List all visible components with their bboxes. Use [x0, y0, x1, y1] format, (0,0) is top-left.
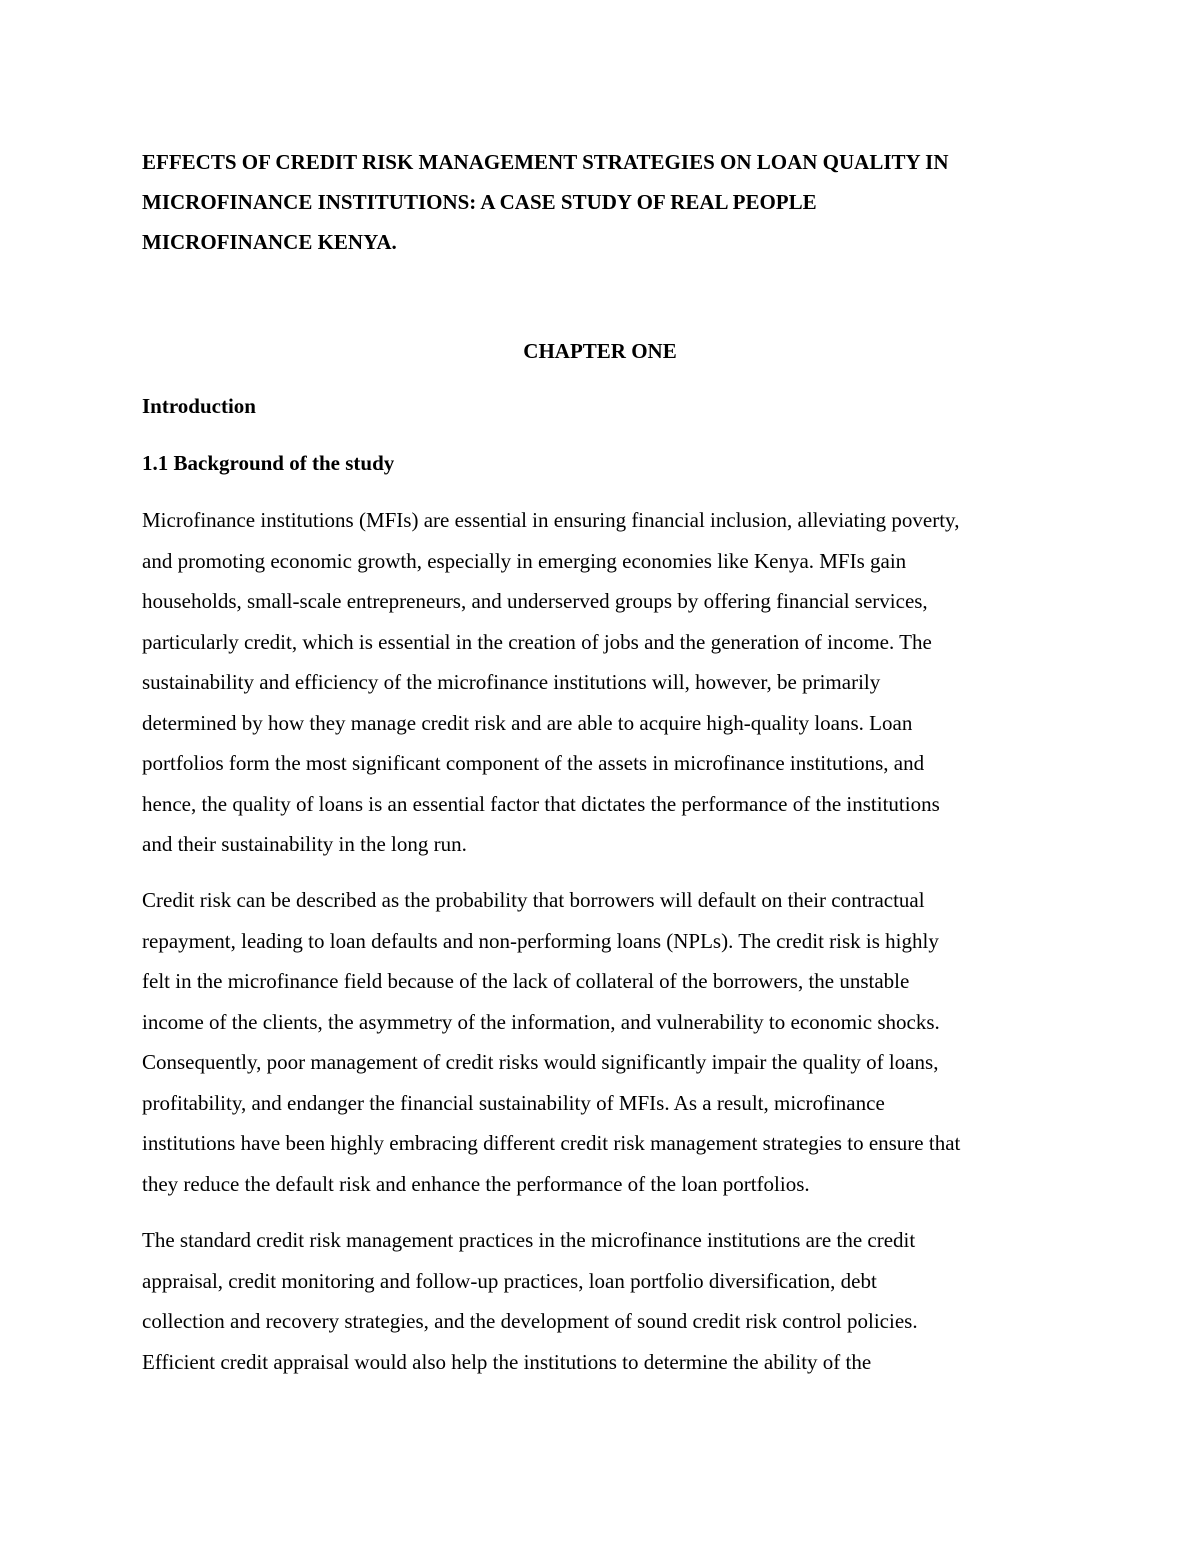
paragraph-line: institutions have been highly embracing different credit risk management strategies to ensure that — [142, 1131, 961, 1155]
paragraph-line: hence, the quality of loans is an essential factor that dictates the performance of the institutions — [142, 791, 940, 816]
paragraph-line: Consequently, poor management of credit risks would significantly impair the quality of loans, — [142, 1050, 939, 1074]
paragraph-line: they reduce the default risk and enhance the performance of the loan portfolios. — [142, 1171, 810, 1196]
paragraph-line: profitability, and endanger the financial sustainability of MFIs. As a result, microfinance — [142, 1090, 885, 1115]
paragraph-line: determined by how they manage credit risk and are able to acquire high-quality loans. Loan — [142, 710, 913, 735]
paragraph-line: households, small-scale entrepreneurs, and underserved groups by offering financial services, — [142, 589, 928, 613]
paragraph-line: portfolios form the most significant component of the assets in microfinance institutions, and — [142, 751, 925, 775]
body-paragraph-2 — [142, 880, 1072, 1204]
body-paragraph-1 — [142, 500, 1072, 865]
title-line: MICROFINANCE KENYA. — [142, 230, 397, 254]
paragraph-line: Efficient credit appraisal would also help the institutions to determine the ability of the — [142, 1349, 872, 1374]
document-title — [142, 142, 1072, 262]
introduction-heading: Introduction — [142, 394, 256, 418]
paragraph-line: The standard credit risk management practices in the microfinance institutions are the credit — [142, 1228, 916, 1252]
paragraph-line: collection and recovery strategies, and the development of sound credit risk control policies. — [142, 1309, 918, 1333]
paragraph-line: income of the clients, the asymmetry of the information, and vulnerability to economic shocks. — [142, 1009, 940, 1034]
paragraph-line: particularly credit, which is essential in the creation of jobs and the generation of income. The — [142, 629, 932, 654]
section-heading: 1.1 Background of the study — [142, 451, 395, 475]
title-line: EFFECTS OF CREDIT RISK MANAGEMENT STRATEGIES ON LOAN QUALITY IN — [142, 150, 949, 174]
paragraph-line: and promoting economic growth, especially in emerging economies like Kenya. MFIs gain — [142, 548, 907, 573]
paragraph-line: repayment, leading to loan defaults and non-performing loans (NPLs). The credit risk is highly — [142, 928, 939, 953]
body-paragraph-3 — [142, 1220, 1072, 1382]
paragraph-line: felt in the microfinance field because of the lack of collateral of the borrowers, the unstable — [142, 969, 910, 993]
paragraph-line: Microfinance institutions (MFIs) are essential in ensuring financial inclusion, alleviating poverty, — [142, 508, 960, 532]
paragraph-line: Credit risk can be described as the probability that borrowers will default on their contractual — [142, 888, 925, 912]
paragraph-line: appraisal, credit monitoring and follow-up practices, loan portfolio diversification, debt — [142, 1268, 877, 1293]
chapter-heading: CHAPTER ONE — [523, 339, 677, 363]
paragraph-line: and their sustainability in the long run. — [142, 832, 467, 856]
paragraph-line: sustainability and efficiency of the microfinance institutions will, however, be primarily — [142, 670, 881, 694]
title-line: MICROFINANCE INSTITUTIONS: A CASE STUDY OF REAL PEOPLE — [142, 190, 817, 214]
